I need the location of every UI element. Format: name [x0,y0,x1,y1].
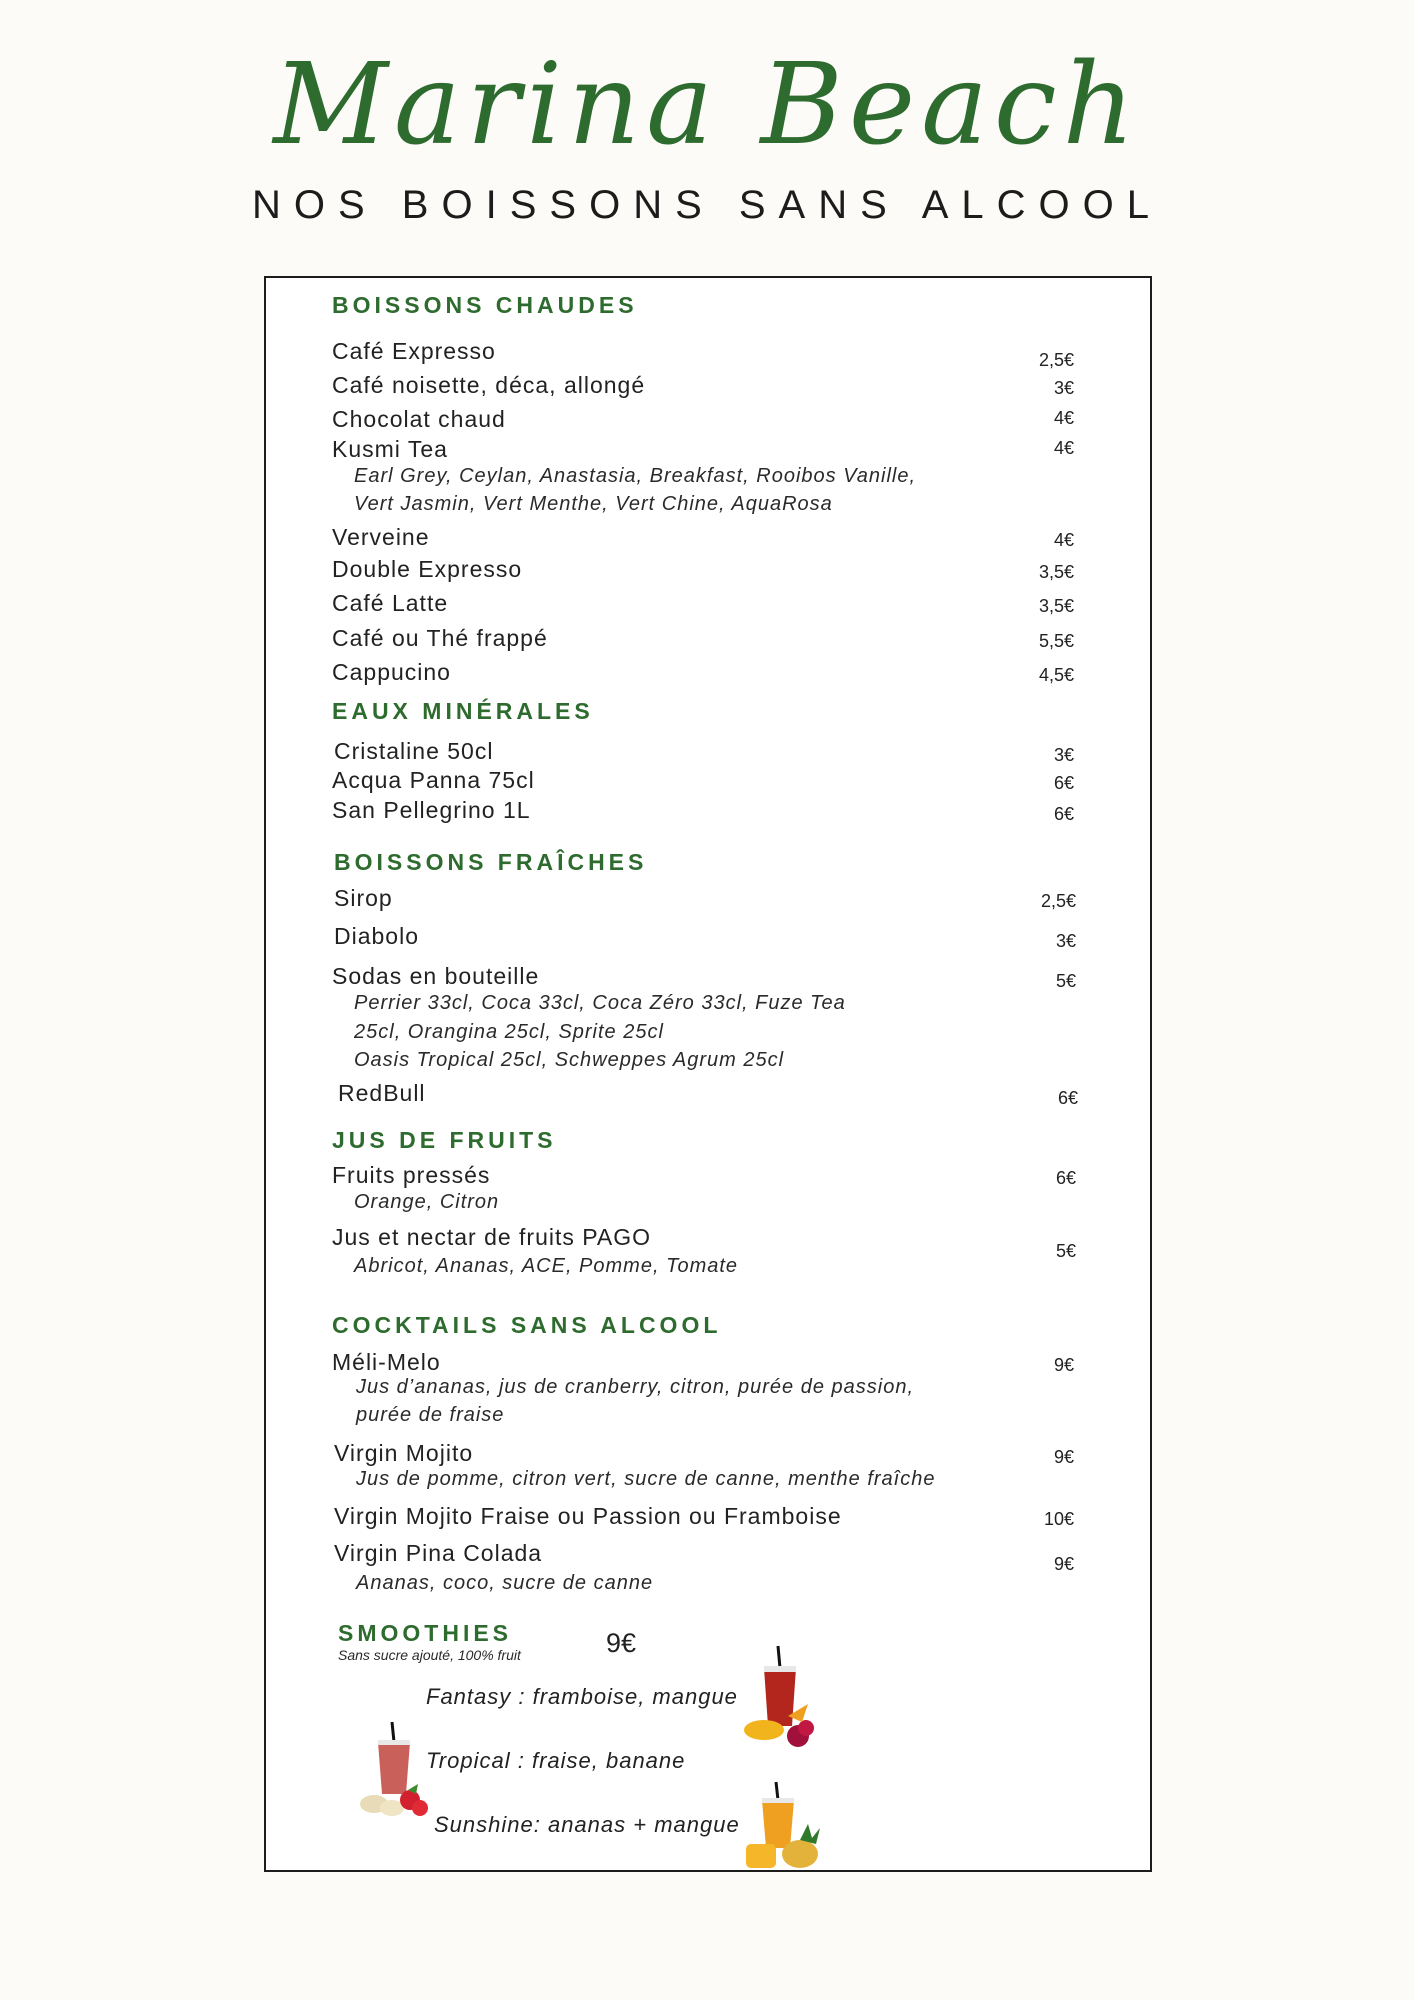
smoothie-item: Tropical : fraise, banane [426,1748,686,1773]
item-name: Cristaline 50cl [334,738,494,764]
item-price: 3€ [1053,378,1074,398]
item-name: Cappucino [332,659,451,685]
item-name: Sodas en bouteille [332,963,540,989]
item-description: Jus de pomme, citron vert, sucre de canne, menthe fraîche [356,1468,936,1490]
item-description: Vert Jasmin, Vert Menthe, Vert Chine, AquaRosa [354,493,833,515]
item-price: 2,5€ [1038,350,1074,370]
item-price: 2,5€ [1040,891,1076,911]
item-price: 3,5€ [1038,562,1074,582]
item-description: Jus d’ananas, jus de cranberry, citron, purée de passion, [356,1376,915,1398]
section-title-smoothies: SMOOTHIES [338,1620,513,1646]
item-name: Verveine [332,524,430,550]
item-price: 3€ [1053,745,1074,765]
item-description: 25cl, Orangina 25cl, Sprite 25cl [354,1021,664,1043]
smoothies-price: 9€ [606,1628,637,1658]
section-title-eaux-minerales: EAUX MINÉRALES [332,698,594,724]
item-price: 6€ [1053,773,1074,793]
item-name: Double Expresso [332,556,523,582]
item-price: 4€ [1053,408,1074,428]
item-name: Sirop [334,885,393,911]
item-name: Jus et nectar de fruits PAGO [332,1224,652,1250]
page-subtitle: NOS BOISSONS SANS ALCOOL [252,183,1162,227]
smoothie-glass-icon [358,1720,438,1825]
item-name: Café Latte [332,590,449,616]
item-price: 9€ [1053,1554,1074,1574]
smoothie-glass-icon [742,1644,828,1759]
item-name: Café noisette, déca, allongé [332,372,646,398]
item-description: purée de fraise [356,1404,505,1426]
item-price: 3,5€ [1038,596,1074,616]
section-title-cocktails: COCKTAILS SANS ALCOOL [332,1312,722,1338]
item-price: 6€ [1053,804,1074,824]
item-name: Méli-Melo [332,1349,441,1375]
section-title-boissons-chaudes: BOISSONS CHAUDES [332,292,638,318]
item-price: 9€ [1053,1355,1074,1375]
item-name: Virgin Pina Colada [334,1540,543,1566]
menu-frame [264,276,1152,1872]
item-name: Virgin Mojito Fraise ou Passion ou Framboise [334,1503,842,1529]
item-price: 5,5€ [1038,631,1074,651]
section-title-boissons-fraiches: BOISSONS FRAÎCHES [334,849,648,875]
item-price: 10€ [1043,1509,1074,1529]
brand-title: Marina Beach [273,40,1141,170]
smoothie-liquid [378,1742,410,1794]
item-price: 5€ [1055,1241,1076,1261]
item-name: San Pellegrino 1L [332,797,531,823]
smoothie-glass-icon [742,1780,828,1877]
smoothie-item: Fantasy : framboise, mangue [426,1684,738,1709]
item-name: Chocolat chaud [332,406,506,432]
item-description: Earl Grey, Ceylan, Anastasia, Breakfast, Rooibos Vanille, [354,465,917,487]
item-price: 4€ [1053,530,1074,550]
item-name: Virgin Mojito [334,1440,474,1466]
item-price: 9€ [1053,1447,1074,1467]
item-name: Diabolo [334,923,419,949]
smoothies-note: Sans sucre ajouté, 100% fruit [338,1647,521,1663]
item-name: Café Expresso [332,338,496,364]
item-description: Ananas, coco, sucre de canne [356,1572,654,1594]
item-name: Kusmi Tea [332,436,448,462]
item-price: 4€ [1053,438,1074,458]
item-price: 6€ [1057,1088,1078,1108]
item-name: Café ou Thé frappé [332,625,548,651]
section-title-jus-de-fruits: JUS DE FRUITS [332,1127,557,1153]
item-description: Oasis Tropical 25cl, Schweppes Agrum 25cl [354,1049,785,1071]
item-name: Acqua Panna 75cl [332,767,535,793]
item-price: 6€ [1055,1168,1076,1188]
item-price: 5€ [1055,971,1076,991]
item-description: Orange, Citron [354,1191,500,1213]
item-price: 4,5€ [1038,665,1074,685]
item-name: Fruits pressés [332,1162,491,1188]
smoothie-liquid [762,1800,794,1848]
item-price: 3€ [1055,931,1076,951]
item-description: Abricot, Ananas, ACE, Pomme, Tomate [354,1255,739,1277]
item-description: Perrier 33cl, Coca 33cl, Coca Zéro 33cl, Fuze Tea [354,992,846,1014]
smoothie-item: Sunshine: ananas + mangue [434,1812,740,1837]
item-name: RedBull [338,1080,426,1106]
